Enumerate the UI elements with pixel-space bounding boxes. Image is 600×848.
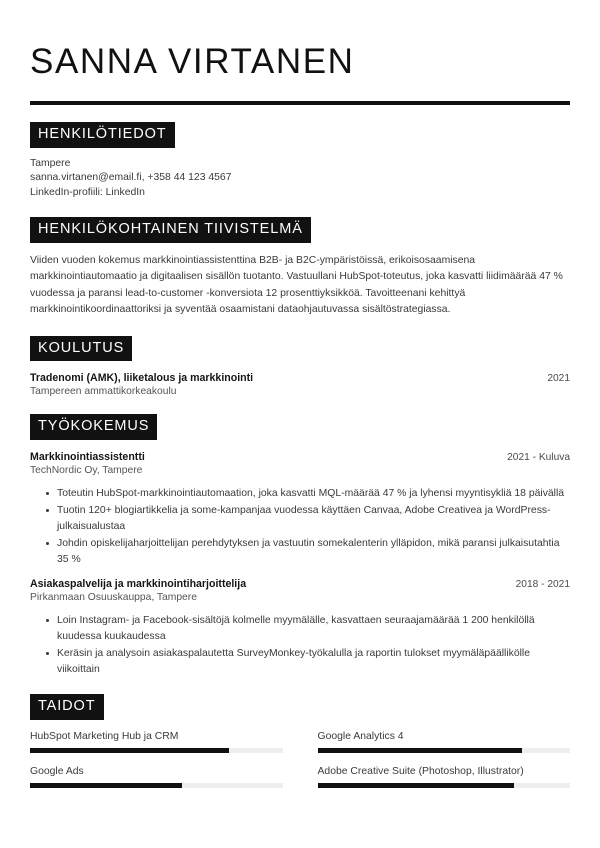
- skill-label: Google Ads: [30, 765, 84, 777]
- section-heading-summary: HENKILÖKOHTAINEN TIIVISTELMÄ: [30, 217, 311, 243]
- education-degree: Tradenomi (AMK), liiketalous ja markkinointi: [30, 372, 254, 384]
- section-heading-skills: TAIDOT: [30, 694, 104, 720]
- section-heading-contact: HENKILÖTIEDOT: [30, 122, 175, 148]
- contact-details: [30, 157, 570, 201]
- skill-progress-fill: [30, 748, 229, 753]
- section-experience: [30, 414, 570, 677]
- experience-date: 2021 - Kuluva: [507, 451, 570, 463]
- experience-bullet-list: [30, 613, 570, 677]
- skill-label: Adobe Creative Suite (Photoshop, Illustrator): [317, 765, 524, 777]
- section-heading-education: KOULUTUS: [30, 336, 132, 362]
- skill-progress-fill: [30, 783, 182, 788]
- section-summary: [30, 217, 570, 319]
- education-date: 2021: [547, 373, 570, 384]
- section-heading-experience: TYÖKOKEMUS: [30, 414, 157, 440]
- section-education: [30, 336, 570, 398]
- experience-entry: [30, 578, 570, 677]
- experience-entry: [30, 451, 570, 568]
- education-institution: Tampereen ammattikorkeakoulu: [30, 386, 177, 397]
- page-title: SANNA VIRTANEN: [30, 42, 355, 81]
- experience-bullet-list: [30, 486, 570, 568]
- skill-progress-fill: [318, 783, 515, 788]
- skill-label: Google Analytics 4: [317, 730, 404, 742]
- skill-item: [30, 731, 283, 753]
- skills-grid: [30, 731, 570, 788]
- skill-progress-track: [318, 783, 571, 788]
- skill-progress-track: [318, 748, 571, 753]
- contact-linkedin[interactable]: LinkedIn-profiili: LinkedIn: [30, 186, 145, 198]
- experience-job-title: Markkinointiassistentti: [30, 450, 145, 463]
- experience-entry-header: [30, 451, 570, 463]
- skill-progress-track: [30, 748, 283, 753]
- experience-entry-header: [30, 578, 570, 590]
- list-item: Johdin opiskelijaharjoittelijan perehdytyksen ja vastuutin somekalenterin ylläpidon, mikä paransi julkaisutahtia 35 %: [46, 536, 570, 567]
- contact-email-phone[interactable]: sanna.virtanen@email.fi, +358 44 123 4567: [30, 172, 232, 183]
- skill-item: [318, 731, 571, 753]
- skill-item: [30, 766, 283, 788]
- experience-employer: TechNordic Oy, Tampere: [30, 464, 143, 476]
- list-item: Loin Instagram- ja Facebook-sisältöjä kolmelle myymälälle, kasvattaen seuraajamäärää 1 200 henkilöllä kuudessa kuukaudessa: [46, 613, 570, 644]
- education-entry-header: [30, 372, 570, 384]
- list-item: Keräsin ja analysoin asiakaspalautetta SurveyMonkey-työkalulla ja raportin tulokset myymäläpäällikölle viikoittain: [46, 646, 570, 677]
- education-entry: [30, 372, 570, 397]
- header-divider: [30, 101, 570, 105]
- list-item: Tuotin 120+ blogiartikkelia ja some-kampanjaa vuodessa käyttäen Canvaa, Adobe Creativea ja WordPress-julkaisualustaa: [46, 503, 570, 534]
- experience-date: 2018 - 2021: [515, 579, 570, 590]
- experience-employer: Pirkanmaan Osuuskauppa, Tampere: [30, 592, 197, 603]
- section-contact: [30, 122, 570, 200]
- section-skills: [30, 694, 570, 788]
- skill-progress-track: [30, 783, 283, 788]
- summary-text: Viiden vuoden kokemus markkinointiassistenttina B2B- ja B2C-ympäristöissä, erikoisosaamisena markkinointiautomaatio ja digitaalisen sisällön tuotanto. Vastuullani HubSpot-toteutus, joka kasvatti liidimäärää 47 % vuodessa ja paransi lead-to-customer -konversiota 12 prosenttiyksikköä. Tavoitteenani kehittyä markkinointikoordinaattoriksi ja syventää osaamistani dataohjautuvassa sisältöstrategiassa.: [30, 254, 563, 315]
- contact-location: Tampere: [30, 157, 71, 169]
- skill-progress-fill: [318, 748, 523, 753]
- skill-label: HubSpot Marketing Hub ja CRM: [30, 730, 179, 742]
- list-item: Toteutin HubSpot-markkinointiautomaation, joka kasvatti MQL-määrää 47 % ja lyhensi myyntisykliä 18 päivällä: [46, 486, 570, 502]
- skill-item: [318, 766, 571, 788]
- experience-job-title: Asiakaspalvelija ja markkinointiharjoittelija: [30, 578, 247, 590]
